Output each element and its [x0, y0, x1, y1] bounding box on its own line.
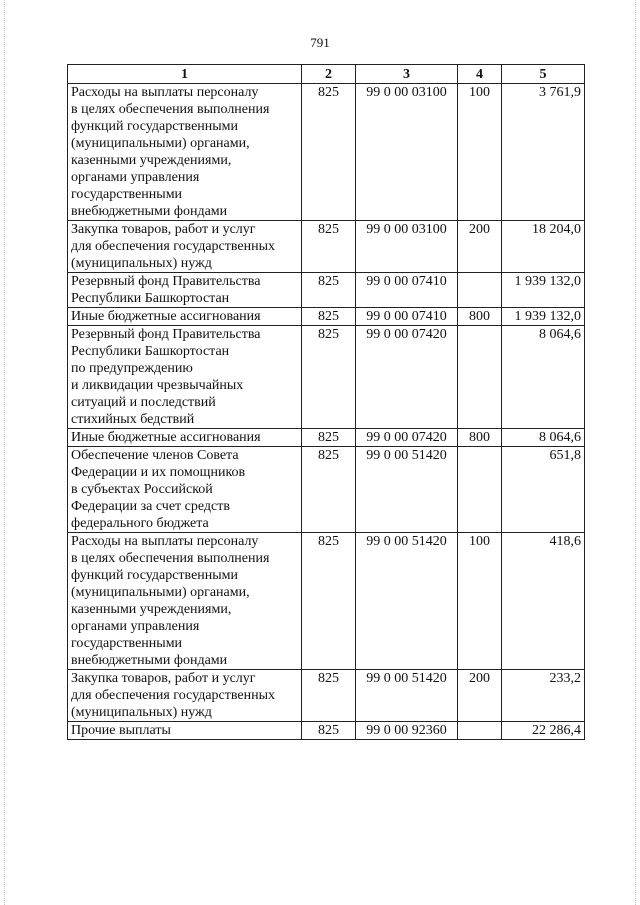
cell-name-line: казенными учреждениями,: [71, 153, 232, 168]
cell-type: 100: [458, 533, 502, 670]
page-number: 791: [310, 35, 330, 50]
table-row: [68, 670, 585, 722]
scan-edge-left: [4, 0, 6, 905]
cell-ministry: 825: [302, 429, 356, 447]
cell-type: [458, 326, 502, 429]
cell-name-line: и ликвидации чрезвычайных: [71, 378, 244, 393]
cell-ministry: 825: [302, 221, 356, 273]
cell-type: 800: [458, 429, 502, 447]
table-body: [68, 84, 585, 740]
cell-name-line: государственными: [71, 187, 183, 202]
cell-code: 99 0 00 51420: [356, 447, 458, 533]
cell-name: [68, 670, 302, 722]
cell-name-line: Обеспечение членов Совета: [71, 448, 239, 463]
cell-name: [68, 533, 302, 670]
cell-amount: 1 939 132,0: [502, 273, 585, 308]
cell-code: 99 0 00 51420: [356, 533, 458, 670]
cell-name: [68, 429, 302, 447]
cell-name-line: (муниципальных) нужд: [71, 256, 212, 271]
cell-code: 99 0 00 07420: [356, 429, 458, 447]
table-row: [68, 84, 585, 221]
cell-name-line: федерального бюджета: [71, 516, 209, 531]
cell-name-line: в целях обеспечения выполнения: [71, 551, 270, 566]
cell-name-line: для обеспечения государственных: [71, 239, 275, 254]
cell-amount: 418,6: [502, 533, 585, 670]
cell-ministry: 825: [302, 273, 356, 308]
cell-code: 99 0 00 03100: [356, 84, 458, 221]
cell-amount: 1 939 132,0: [502, 308, 585, 326]
cell-code: 99 0 00 92360: [356, 722, 458, 740]
cell-ministry: 825: [302, 326, 356, 429]
cell-name-line: по предупреждению: [71, 361, 193, 376]
cell-name-line: Резервный фонд Правительства: [71, 274, 261, 289]
cell-amount: 3 761,9: [502, 84, 585, 221]
cell-name: [68, 722, 302, 740]
column-header-amount: 5: [502, 65, 585, 84]
table-row: [68, 273, 585, 308]
column-header-ministry: 2: [302, 65, 356, 84]
cell-name: [68, 273, 302, 308]
table-row: [68, 533, 585, 670]
cell-amount: 18 204,0: [502, 221, 585, 273]
table-row: [68, 722, 585, 740]
table-row: [68, 308, 585, 326]
cell-code: 99 0 00 07420: [356, 326, 458, 429]
cell-name-line: Иные бюджетные ассигнования: [71, 430, 261, 445]
cell-ministry: 825: [302, 308, 356, 326]
cell-code: 99 0 00 03100: [356, 221, 458, 273]
cell-name: [68, 447, 302, 533]
cell-name-line: Закупка товаров, работ и услуг: [71, 222, 256, 237]
cell-type: 200: [458, 670, 502, 722]
cell-name-line: Республики Башкортостан: [71, 291, 230, 306]
cell-amount: 233,2: [502, 670, 585, 722]
cell-name-line: Федерации и их помощников: [71, 465, 246, 480]
cell-name: [68, 308, 302, 326]
cell-name-line: Республики Башкортостан: [71, 344, 230, 359]
cell-type: [458, 722, 502, 740]
cell-name-line: в субъектах Российской: [71, 482, 213, 497]
cell-name-line: функций государственными: [71, 119, 239, 134]
cell-name-line: для обеспечения государственных: [71, 688, 275, 703]
cell-name-line: Расходы на выплаты персоналу: [71, 534, 259, 549]
cell-name-line: Иные бюджетные ассигнования: [71, 309, 261, 324]
column-header-name: 1: [68, 65, 302, 84]
cell-amount: 8 064,6: [502, 429, 585, 447]
cell-type: [458, 447, 502, 533]
table-row: [68, 326, 585, 429]
column-header-type: 4: [458, 65, 502, 84]
column-header-code: 3: [356, 65, 458, 84]
table-row: [68, 429, 585, 447]
cell-name-line: внебюджетными фондами: [71, 653, 228, 668]
cell-name-line: органами управления: [71, 619, 200, 634]
cell-name: [68, 84, 302, 221]
cell-name-line: в целях обеспечения выполнения: [71, 102, 270, 117]
cell-code: 99 0 00 07410: [356, 273, 458, 308]
cell-name-line: государственными: [71, 636, 183, 651]
cell-name-line: (муниципальных) нужд: [71, 705, 212, 720]
budget-table: [67, 64, 585, 740]
cell-code: 99 0 00 07410: [356, 308, 458, 326]
cell-name-line: Закупка товаров, работ и услуг: [71, 671, 256, 686]
cell-name: [68, 326, 302, 429]
cell-type: 800: [458, 308, 502, 326]
cell-name-line: функций государственными: [71, 568, 239, 583]
cell-name-line: Прочие выплаты: [71, 723, 171, 738]
table-row: [68, 447, 585, 533]
cell-name-line: стихийных бедствий: [71, 412, 195, 427]
table-row: [68, 221, 585, 273]
cell-name-line: органами управления: [71, 170, 200, 185]
table-header-row: [68, 65, 585, 84]
cell-ministry: 825: [302, 84, 356, 221]
cell-amount: 651,8: [502, 447, 585, 533]
cell-type: [458, 273, 502, 308]
cell-name: [68, 221, 302, 273]
cell-name-line: казенными учреждениями,: [71, 602, 232, 617]
scan-edge-right: [635, 0, 637, 905]
cell-name-line: ситуаций и последствий: [71, 395, 216, 410]
cell-code: 99 0 00 51420: [356, 670, 458, 722]
cell-ministry: 825: [302, 533, 356, 670]
cell-amount: 22 286,4: [502, 722, 585, 740]
cell-amount: 8 064,6: [502, 326, 585, 429]
cell-type: 200: [458, 221, 502, 273]
cell-ministry: 825: [302, 722, 356, 740]
cell-name-line: Расходы на выплаты персоналу: [71, 85, 259, 100]
cell-name-line: внебюджетными фондами: [71, 204, 228, 219]
cell-ministry: 825: [302, 670, 356, 722]
cell-type: 100: [458, 84, 502, 221]
cell-name-line: (муниципальными) органами,: [71, 136, 250, 151]
cell-ministry: 825: [302, 447, 356, 533]
cell-name-line: Федерации за счет средств: [71, 499, 230, 514]
cell-name-line: (муниципальными) органами,: [71, 585, 250, 600]
cell-name-line: Резервный фонд Правительства: [71, 327, 261, 342]
